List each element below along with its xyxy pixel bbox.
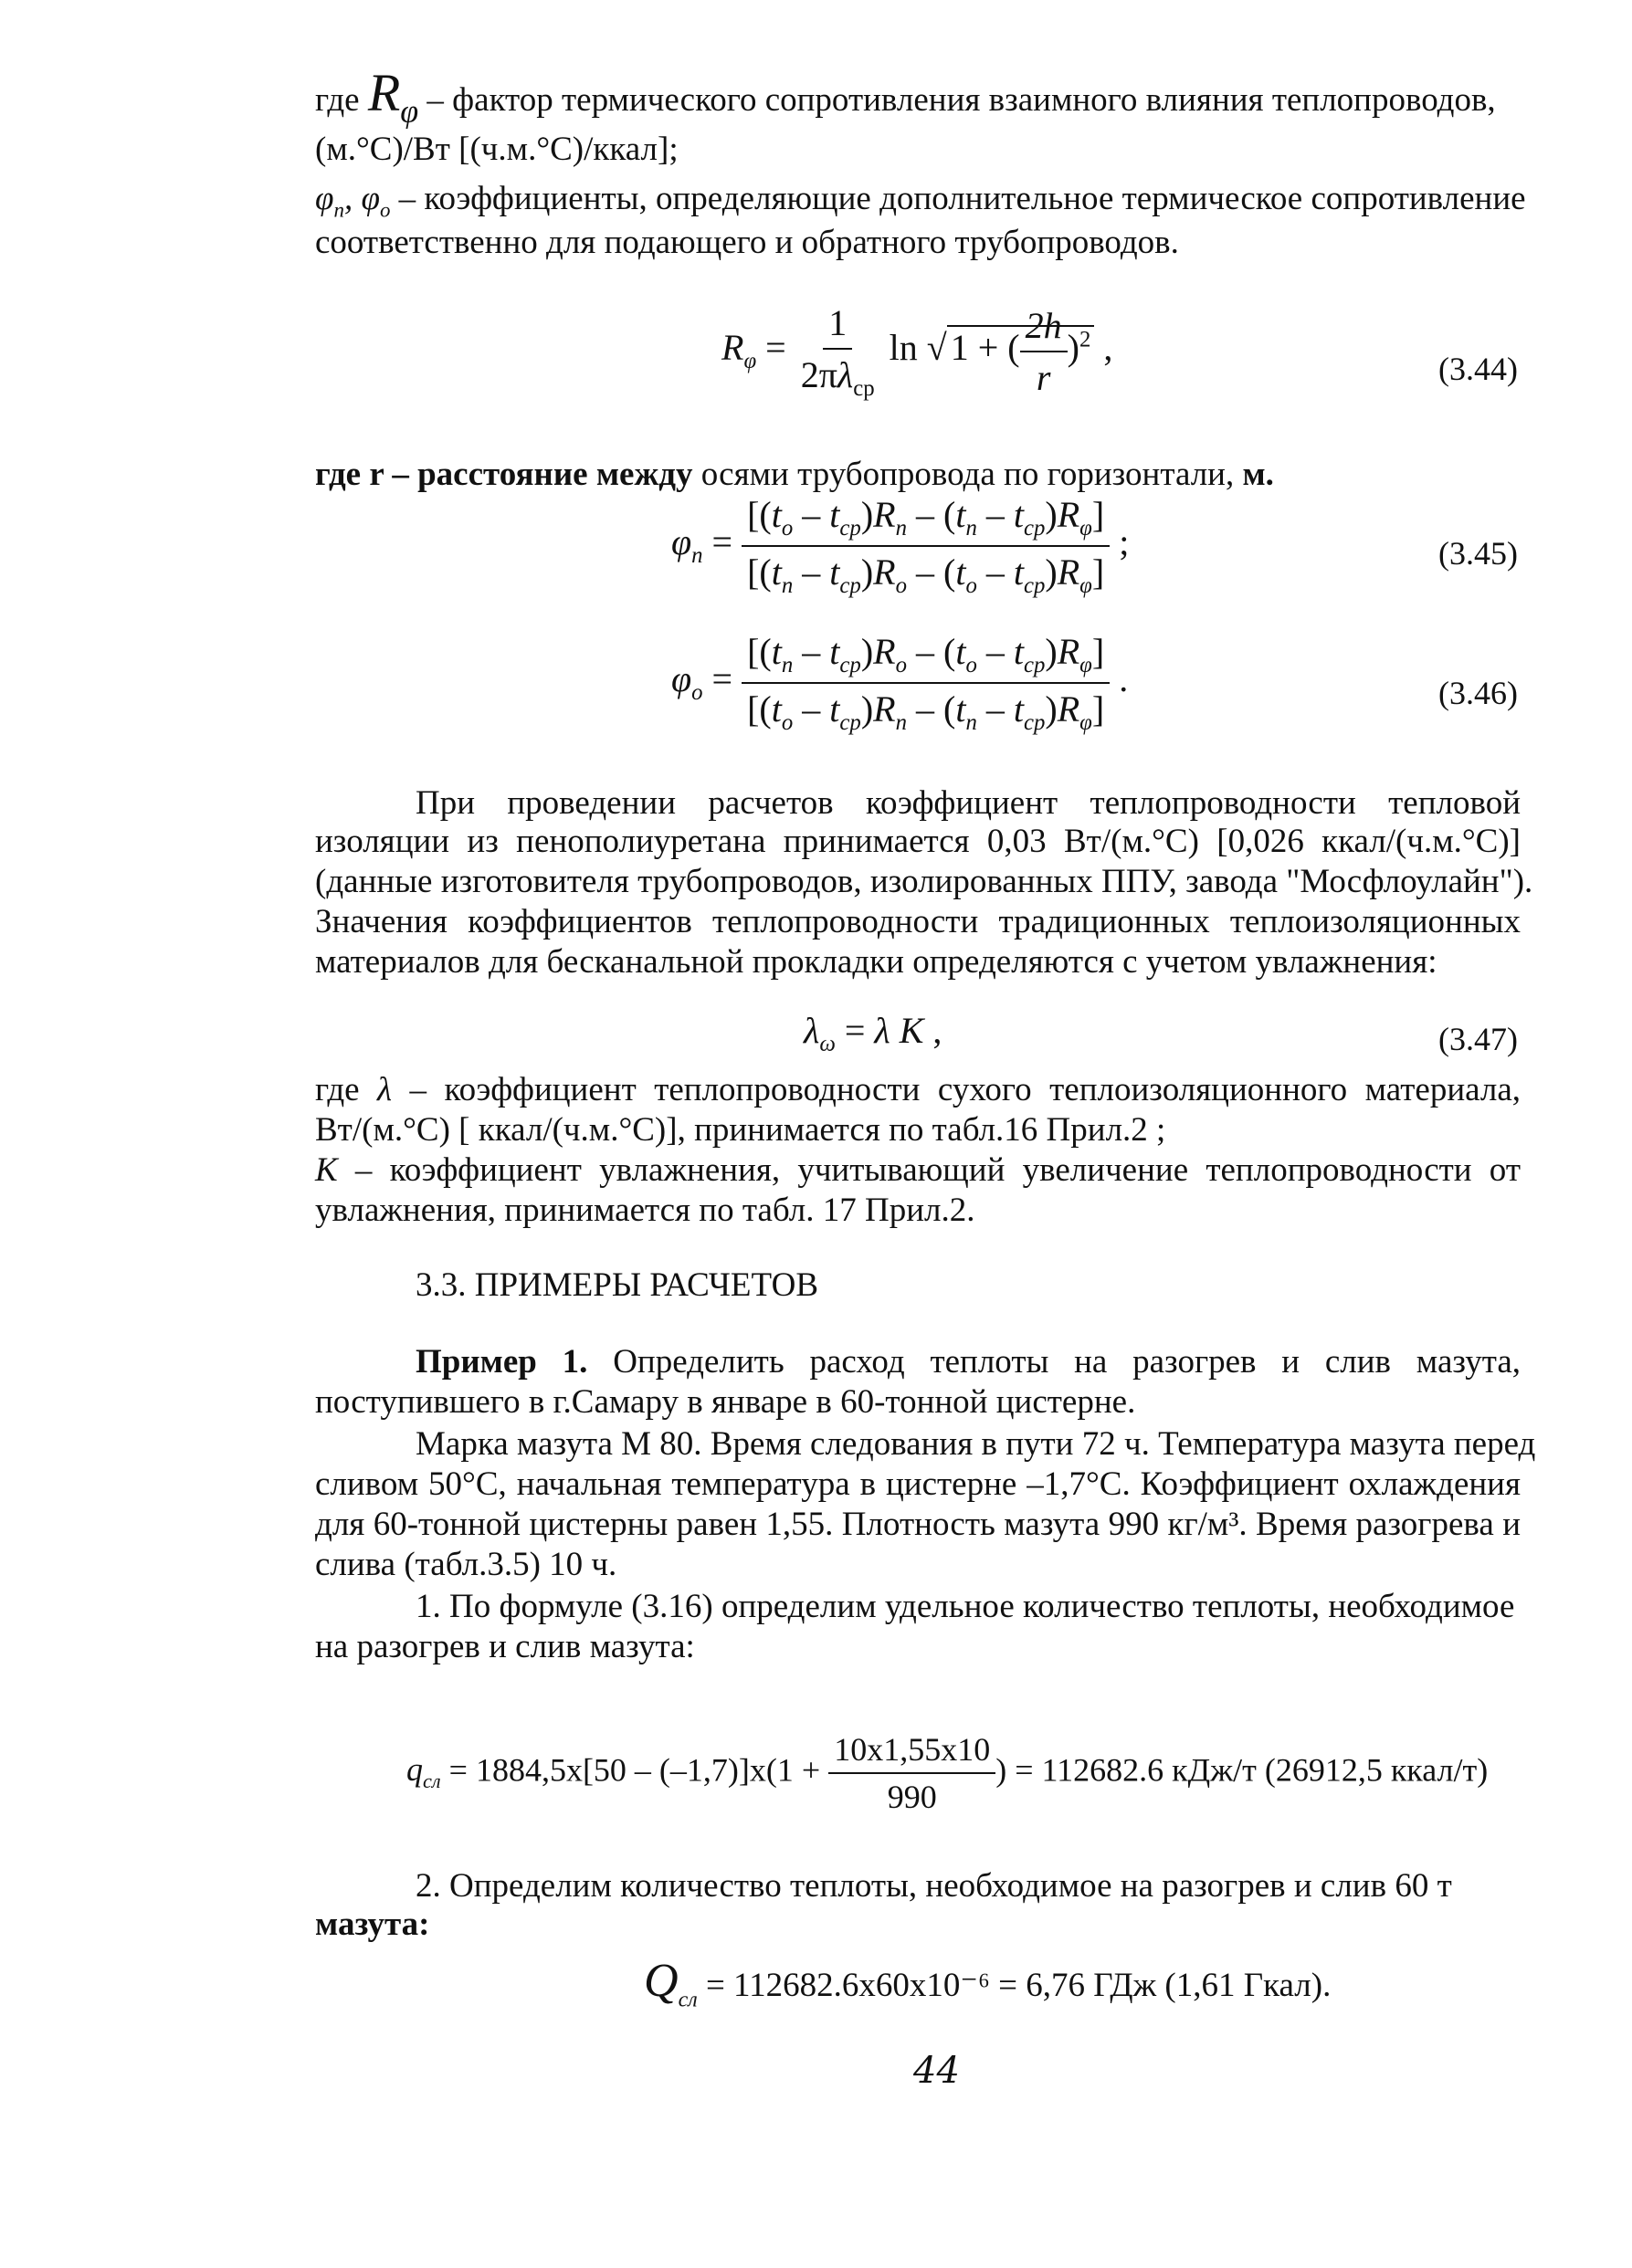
symbol-phi: $\varphi_п$, $\varphi_о$	[315, 180, 391, 222]
text: м.	[1242, 456, 1274, 493]
text-line-step2-1: 2. Определим количество теплоты, необходимое на разогрев и слив 60 т	[416, 1867, 1452, 1905]
text-line-5	[315, 455, 1274, 495]
text-line-4: соответственно для подающего и обратного трубопроводов.	[315, 224, 1179, 261]
text: где r – расстояние между	[315, 456, 693, 493]
symbol-R-phi: $R_\varphi$	[367, 63, 419, 130]
formula-3-47: $\lambda_\omega = \lambda$ K ,	[804, 1010, 942, 1056]
text: где	[315, 81, 360, 119]
text-line-p2-4: увлажнения, принимается по табл. 17 Прил.2.	[315, 1192, 975, 1229]
text: – коэффициенты, определяющие дополнительное термическое сопротивление	[398, 180, 1526, 217]
text-line-p1-5: материалов для бесканальной прокладки определяются с учетом увлажнения:	[315, 943, 1437, 981]
text: = 112682.6 кДж/т (26912,5 ккал/т)	[1015, 1751, 1489, 1789]
fraction-numerator: 10x1,55x10	[828, 1730, 995, 1774]
text-line-ex1-1	[416, 1342, 1521, 1382]
text-line-ex1-5: для 60-тонной цистерны равен 1,55. Плотность мазута 990 кг/м³. Время разогрева и	[315, 1506, 1521, 1543]
text-line-ex1-4: сливом 50°С, начальная температура в цистерне –1,7°С. Коэффициент охлаждения	[315, 1465, 1521, 1503]
text-line-p1-4: Значения коэффициентов теплопроводности традиционных теплоизоляционных	[315, 903, 1521, 940]
formula-3-45: $\varphi_п$ = $\frac{[(t_о - t_{ср})R_п - (t_п - t_{ср})R_\varphi]}{[(t_п - t_{ср})R_о - (t_о - t_{ср})R_\varphi]}$ ;	[671, 494, 1130, 598]
formula-3-44: $R_\varphi$ = $\frac{1}{2\pi\lambda_{ср}}$ ln √ 1 + ( $\frac{2h}{r}$ )$^2$ ,	[721, 302, 1113, 401]
text-line-step1-2: на разогрев и слив мазута:	[315, 1628, 695, 1665]
text-line-p2-3: K – коэффициент увлажнения, учитывающий увеличение теплопроводности от	[315, 1151, 1521, 1189]
text-line-2: (м.°С)/Вт [(ч.м.°С)/ккал];	[315, 131, 679, 168]
fraction-denominator: 990	[887, 1779, 937, 1815]
text-line-p2-1: где λ – коэффициент теплопроводности сухого теплоизоляционного материала,	[315, 1071, 1521, 1108]
text-line-p1-2: изоляции из пенополиуретана принимается 0,03 Вт/(м.°С) [0,026 ккал/(ч.м.°С)]	[315, 823, 1521, 860]
text-line-p1-3: (данные изготовителя трубопроводов, изолированных ППУ, завода "Мосфлоулайн").	[315, 863, 1533, 900]
text: мазута:	[315, 1906, 430, 1943]
text: Пример 1.	[416, 1343, 588, 1381]
equation-number: (3.46)	[1438, 675, 1518, 711]
text: – коэффициент увлажнения, учитывающий увеличение теплопроводности от	[354, 1151, 1521, 1189]
equation-number: (3.47)	[1438, 1021, 1518, 1057]
text: – коэффициент теплопроводности сухого теплоизоляционного материала,	[409, 1071, 1521, 1108]
text-line-ex1-3: Марка мазута М 80. Время следования в пути 72 ч. Температура мазута перед	[416, 1425, 1536, 1463]
text: Определить расход теплоты на разогрев и слив мазута,	[613, 1343, 1521, 1381]
text-line-ex1-2: поступившего в г.Самару в январе в 60-тонной цистерне.	[315, 1383, 1136, 1421]
text: осями трубопровода по горизонтали,	[700, 456, 1235, 493]
text-line-step1-1: 1. По формуле (3.16) определим удельное количество теплоты, необходимое	[416, 1588, 1515, 1625]
text-line-p2-2: Вт/(м.°С) [ ккал/(ч.м.°С)], принимается по табл.16 Прил.2 ;	[315, 1111, 1166, 1149]
text: – фактор термического сопротивления взаимного влияния теплопроводов,	[426, 81, 1496, 119]
text-line-step2-2	[315, 1905, 430, 1945]
text-line-1	[315, 63, 1496, 131]
formula-qc: $q_{сл} = 1884,5x[50 - (-1,7)]x(1$ + $\frac{10x1,55x10}{990}$ ) = 112682.6 кДж/т (26912,5 ккал/т)	[406, 1731, 1489, 1815]
text-line-ex1-6: слива (табл.3.5) 10 ч.	[315, 1546, 617, 1583]
section-heading: 3.3. ПРИМЕРЫ РАСЧЕТОВ	[416, 1266, 819, 1304]
text: = 112682.6x60x10⁻⁶ = 6,76 ГДж (1,61 Гкал).	[705, 1967, 1332, 2004]
formula-Qc: $Q_{сл} = 112682.6x60x10^{-6} = 6,76$ ГДж (1,61 Гкал).	[644, 1955, 1332, 2012]
text: = 1884,5x[50 – (–1,7)]x	[448, 1751, 766, 1789]
formula-3-46: $\varphi_о$ = $\frac{[(t_п - t_{ср})R_о - (t_о - t_{ср})R_\varphi]}{[(t_о - t_{ср})R_п - (t_п - t_{ср})R_\varphi]}$ .	[671, 631, 1129, 735]
equation-number: (3.44)	[1438, 351, 1518, 387]
text-line-p1-1: При проведении расчетов коэффициент теплопроводности тепловой	[416, 784, 1521, 822]
equation-number: (3.45)	[1438, 535, 1518, 572]
page-number: 44	[913, 2050, 960, 2092]
